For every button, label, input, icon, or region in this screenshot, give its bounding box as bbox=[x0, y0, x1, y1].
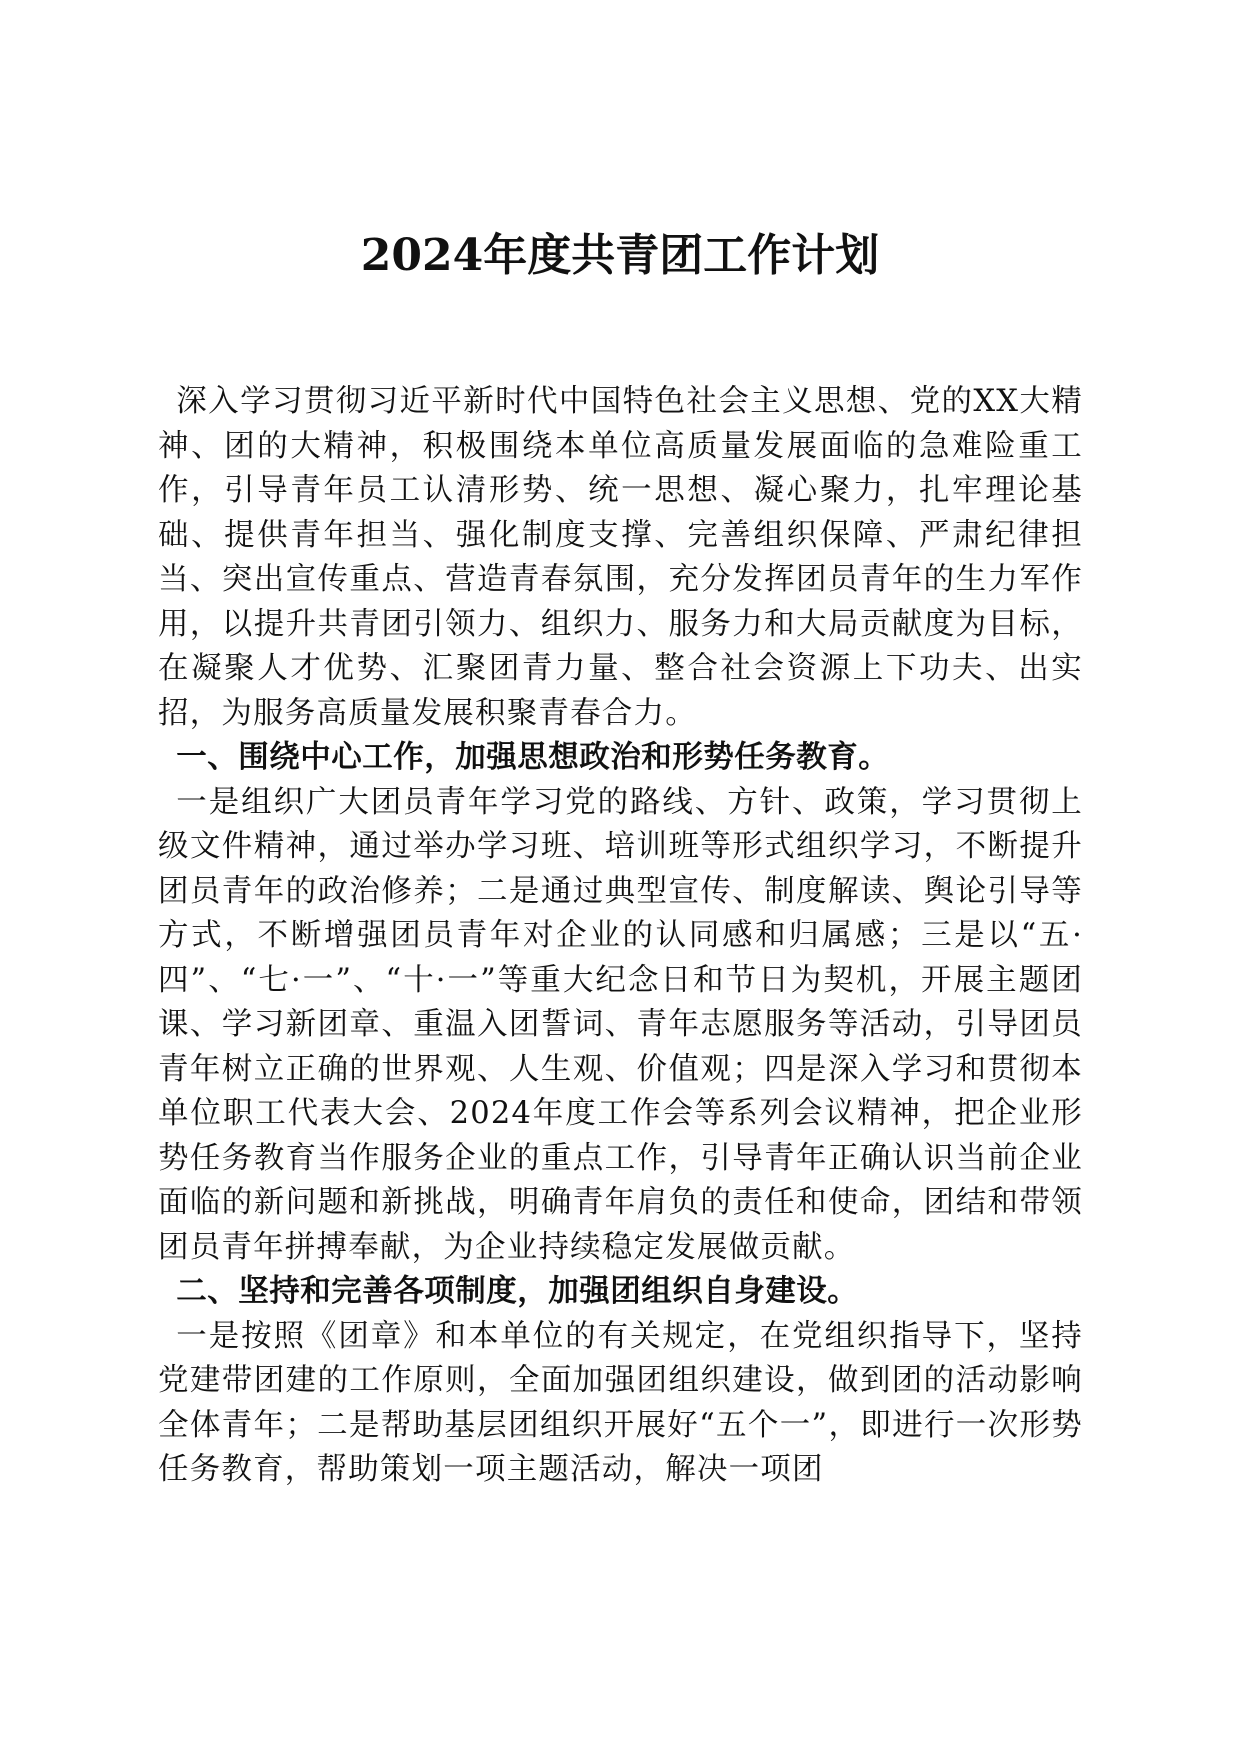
section-heading-2: 二、坚持和完善各项制度，加强团组织自身建设。 bbox=[176, 1274, 859, 1309]
section-paragraph-2: 一是按照《团章》和本单位的有关规定，在党组织指导下，坚持党建带团建的工作原则，全面加强团组织建设，做到团的活动影响全体青年；二是帮助基层团组织开展好“五个一”，即进行一次形势任务教育，帮助策划一项主题活动，解决一项团 bbox=[158, 1318, 1083, 1487]
intro-paragraph: 深入学习贯彻习近平新时代中国特色社会主义思想、党的XX大精神、团的大精神，积极围绕本单位高质量发展面临的急难险重工作，引导青年员工认清形势、统一思想、凝心聚力，扎牢理论基础、提供青年担当、强化制度支撑、完善组织保障、严肃纪律担当、突出宣传重点、营造青春氛围，充分发挥团员青年的生力军作用，以提升共青团引领力、组织力、服务力和大局贡献度为目标，在凝聚人才优势、汇聚团青力量、整合社会资源上下功夫、出实招，为服务高质量发展积聚青春合力。 bbox=[158, 384, 1083, 731]
document-body bbox=[158, 380, 1083, 1493]
section-heading-1: 一、围绕中心工作，加强思想政治和形势任务教育。 bbox=[176, 740, 890, 775]
section-paragraph-1: 一是组织广大团员青年学习党的路线、方针、政策，学习贯彻上级文件精神，通过举办学习班、培训班等形式组织学习，不断提升团员青年的政治修养；二是通过典型宣传、制度解读、舆论引导等方式，不断增强团员青年对企业的认同感和归属感；三是以“五·四”、“七·一”、“十·一”等重大纪念日和节日为契机，开展主题团课、学习新团章、重温入团誓词、青年志愿服务等活动，引导团员青年树立正确的世界观、人生观、价值观；四是深入学习和贯彻本单位职工代表大会、2024年度工作会等系列会议精神，把企业形势任务教育当作服务企业的重点工作，引导青年正确认识当前企业面临的新问题和新挑战，明确青年肩负的责任和使命，团结和带领团员青年拼搏奉献，为企业持续稳定发展做贡献。 bbox=[158, 784, 1083, 1265]
document-title: 2024年度共青团工作计划 bbox=[360, 230, 880, 281]
